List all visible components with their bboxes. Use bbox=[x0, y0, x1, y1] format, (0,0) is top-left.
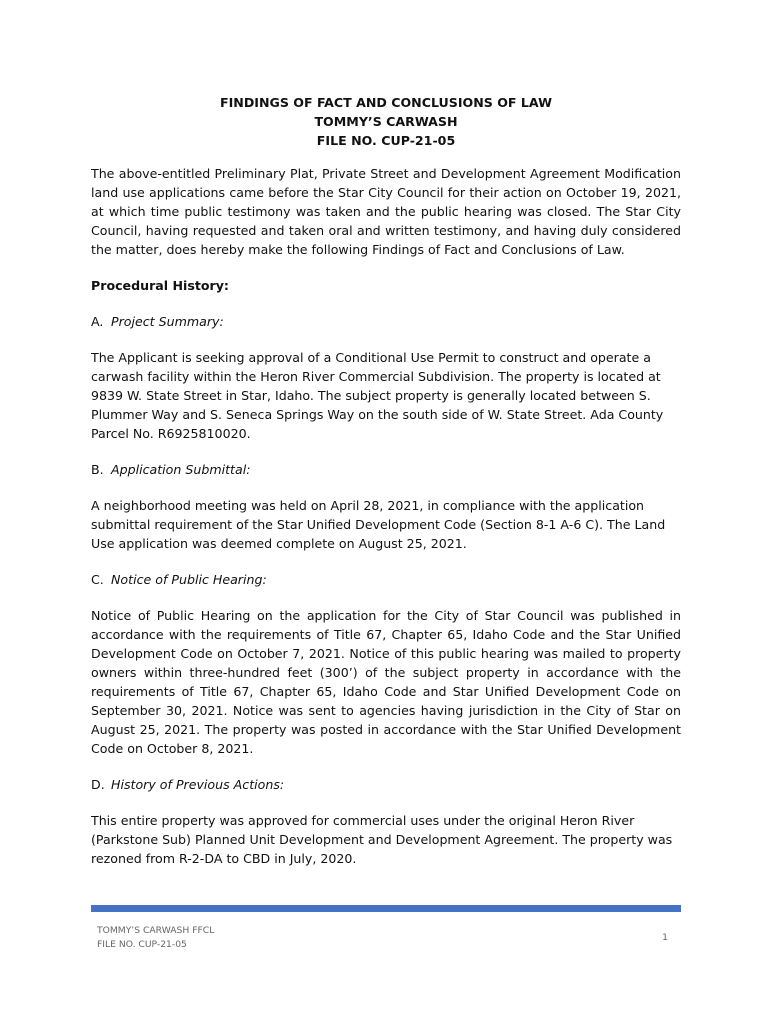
subsection-d-heading bbox=[91, 775, 681, 794]
footer-document-name: TOMMY’S CARWASH FFCL bbox=[97, 925, 215, 936]
heading-title: FINDINGS OF FACT AND CONCLUSIONS OF LAW bbox=[219, 95, 553, 110]
subsection-c-letter: C. bbox=[91, 572, 104, 587]
footer-file-number: FILE NO. CUP-21-05 bbox=[97, 939, 187, 950]
page-number: 1 bbox=[662, 932, 668, 943]
document-heading bbox=[91, 93, 681, 150]
subsection-c-title: Notice of Public Hearing: bbox=[111, 572, 267, 587]
subsection-b-heading bbox=[91, 460, 681, 479]
footer-info bbox=[97, 924, 214, 952]
subsection-b-title: Application Submittal: bbox=[111, 462, 251, 477]
footer-divider bbox=[91, 905, 681, 912]
subsection-b-letter: B. bbox=[91, 462, 104, 477]
subsection-c-text: Notice of Public Hearing on the application for the City of Star Council was published in accordance with the requirements of Title 67, Chapter 65, Idaho Code and the Star Unified Development Code on October 7, 2021. Notice of this public hearing was mailed to property owners within three-hundred feet (300’) of the subject property in accordance with the requirements of Title 67, Chapter 65, Idaho Code and Star Unified Development Code on September 30, 2021. Notice was sent to agencies having jurisdiction in the City of Star on August 25, 2021. The property was posted in accordance with the Star Unified Development Code on October 8, 2021. bbox=[91, 608, 681, 756]
subsection-c-heading bbox=[91, 570, 681, 589]
subsection-a-letter: A. bbox=[91, 314, 104, 329]
subsection-d-title: History of Previous Actions: bbox=[111, 777, 285, 792]
subsection-d-letter: D. bbox=[91, 777, 105, 792]
subsection-a-text: The Applicant is seeking approval of a Conditional Use Permit to construct and operate a carwash facility within the Heron River Commercial Subdivision. The property is located at 9839 W. State Street in Star, Idaho. The subject property is generally located between S. Plummer Way and S. Seneca Springs Way on the south side of W. State Street. Ada County Parcel No. R6925810020. bbox=[91, 350, 664, 441]
heading-project-name: TOMMY’S CARWASH bbox=[314, 114, 458, 129]
document-body bbox=[91, 93, 681, 868]
subsection-a-heading bbox=[91, 312, 681, 331]
subsection-a-title: Project Summary: bbox=[111, 314, 224, 329]
procedural-history-title: Procedural History: bbox=[91, 278, 229, 293]
heading-file-number: FILE NO. CUP-21-05 bbox=[316, 133, 456, 148]
subsection-d-text: This entire property was approved for commercial uses under the original Heron River (Parkstone Sub) Planned Unit Development and Development Agreement. The property was rezoned from R-2-DA to CBD in July, 2020. bbox=[91, 813, 673, 866]
intro-paragraph: The above-entitled Preliminary Plat, Private Street and Development Agreement Modification land use applications came before the Star City Council for their action on October 19, 2021, at which time public testimony was taken and the public hearing was closed. The Star City Council, having requested and taken oral and written testimony, and having duly considered the matter, does hereby make the following Findings of Fact and Conclusions of Law. bbox=[91, 166, 681, 257]
subsection-b-text: A neighborhood meeting was held on April 28, 2021, in compliance with the application submittal requirement of the Star Unified Development Code (Section 8-1 A-6 C). The Land Use application was deemed complete on August 25, 2021. bbox=[91, 498, 666, 551]
